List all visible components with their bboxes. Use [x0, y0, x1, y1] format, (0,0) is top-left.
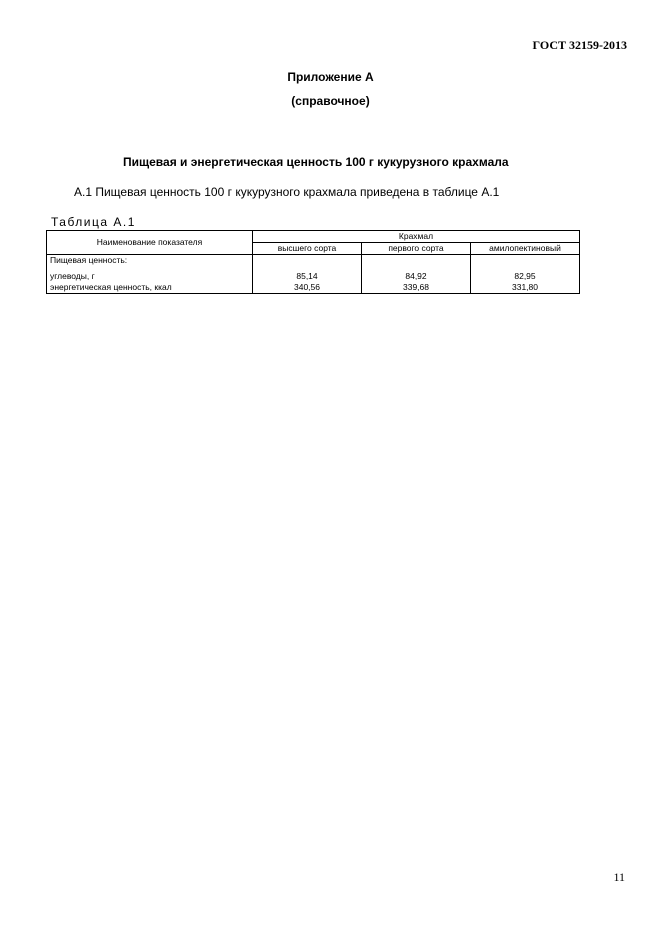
- col-grade-top-values: [253, 255, 362, 294]
- page-number: 11: [613, 870, 625, 884]
- section-paragraph: А.1 Пищевая ценность 100 г кукурузного крахмала приведена в таблице А.1: [74, 185, 500, 199]
- cell-value: 82,95: [514, 271, 536, 281]
- col-grade-first-values: [362, 255, 471, 294]
- standard-number: ГОСТ 32159-2013: [532, 38, 627, 52]
- header-starch: Крахмал: [253, 231, 580, 243]
- header-grade-top: высшего сорта: [253, 243, 362, 255]
- row-label-energy: энергетическая ценность, ккал: [50, 282, 172, 292]
- header-grade-first: первого сорта: [362, 243, 471, 255]
- cell-value: 85,14: [296, 271, 318, 281]
- row-labels-cell: [47, 255, 253, 294]
- appendix-subtitle: (справочное): [291, 94, 370, 108]
- cell-value: 339,68: [403, 282, 429, 292]
- nutrition-table: [46, 230, 580, 294]
- cell-value: 331,80: [512, 282, 538, 292]
- row-label-carbs: углеводы, г: [50, 271, 95, 281]
- group-label: Пищевая ценность:: [50, 255, 128, 265]
- section-title: Пищевая и энергетическая ценность 100 г кукурузного крахмала: [123, 155, 509, 169]
- table-header-row: [47, 231, 580, 243]
- appendix-title: Приложение А: [287, 70, 374, 84]
- header-indicator: Наименование показателя: [47, 231, 253, 255]
- table-caption: Таблица А.1: [51, 215, 136, 229]
- cell-value: 84,92: [405, 271, 427, 281]
- col-amylopectin-values: [471, 255, 580, 294]
- header-amylopectin: амилопектиновый: [471, 243, 580, 255]
- table-row: [47, 255, 580, 294]
- cell-value: 340,56: [294, 282, 320, 292]
